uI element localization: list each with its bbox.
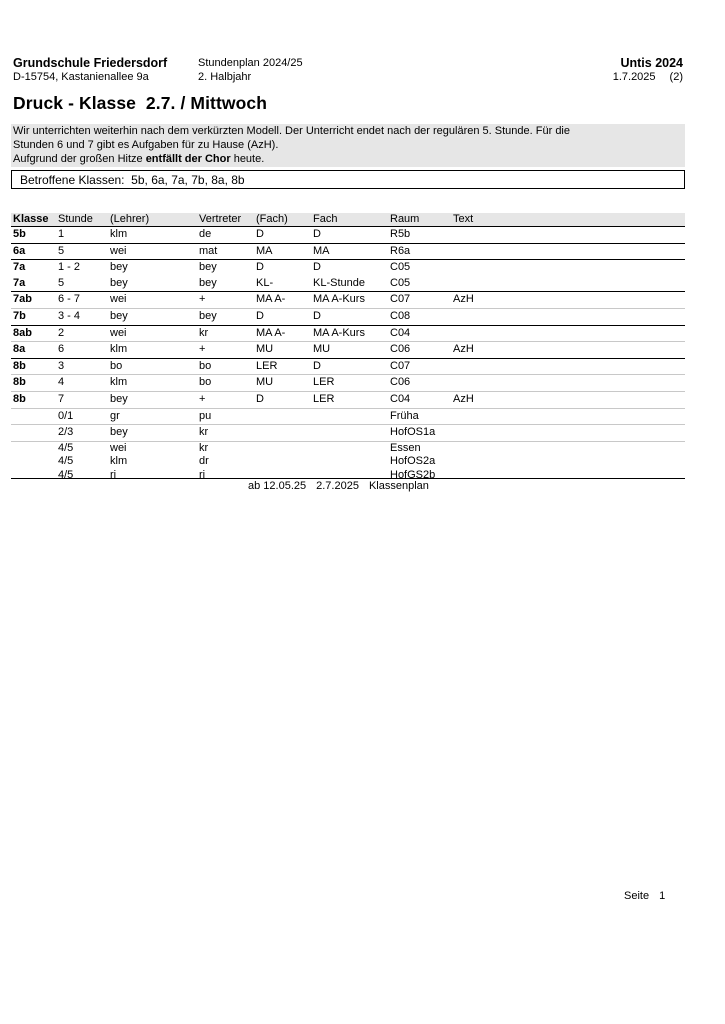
table-cell: 4 xyxy=(56,375,108,392)
table-cell: pu xyxy=(197,408,254,425)
footer-validity xyxy=(248,480,429,492)
table-cell: 4/5 xyxy=(58,441,74,454)
table-cell: 2/3 xyxy=(56,425,108,442)
table-cell: + xyxy=(197,342,254,359)
table-cell: 7b xyxy=(11,308,56,325)
table-cell xyxy=(451,276,685,292)
table-cell: 6a xyxy=(11,243,56,260)
table-cell: 5b xyxy=(11,227,56,244)
table-row xyxy=(11,408,685,425)
table-cell: AzH xyxy=(451,342,685,359)
table-cell: HofOS2a xyxy=(390,455,436,468)
table-cell: MU xyxy=(254,375,311,392)
table-cell: kr xyxy=(199,441,209,454)
table-cell: LER xyxy=(311,375,388,392)
table-cell: wei xyxy=(108,292,197,309)
table-cell: 4/5 xyxy=(58,455,74,468)
table-cell: AzH xyxy=(451,292,685,309)
table-cell: 3 - 4 xyxy=(56,308,108,325)
table-cell xyxy=(11,425,56,442)
table-body xyxy=(11,227,685,483)
table-cell: 8ab xyxy=(11,325,56,342)
table-cell: klm xyxy=(108,342,197,359)
table-cell: 7ab xyxy=(11,292,56,309)
notice-line-3 xyxy=(13,152,685,166)
table-cell: bey xyxy=(197,308,254,325)
table-cell: klm xyxy=(108,227,197,244)
page-number xyxy=(624,890,665,902)
column-header: Raum xyxy=(388,213,451,227)
table-cell xyxy=(451,243,685,260)
print-version: (2) xyxy=(669,71,683,83)
table-cell xyxy=(11,455,56,469)
table-cell: 1 - 2 xyxy=(58,261,81,274)
table-cell: MA A-Kurs xyxy=(311,325,388,342)
table-cell: C07 xyxy=(388,292,451,309)
table-cell: C04 xyxy=(388,391,451,408)
table-cell: Frühа xyxy=(388,408,451,425)
column-header: Stunde xyxy=(56,213,108,227)
table-cell: C04 xyxy=(388,325,451,342)
table-cell xyxy=(451,325,685,342)
table-row xyxy=(11,391,685,408)
table-cell: mat xyxy=(197,243,254,260)
table-cell: LER xyxy=(254,358,311,375)
table-row xyxy=(11,425,685,442)
table-cell: bo xyxy=(108,358,197,375)
table-cell: MA A- xyxy=(254,292,311,309)
table-cell: C08 xyxy=(388,308,451,325)
table-row xyxy=(11,375,685,392)
notice-line-3-post: heute. xyxy=(230,153,265,166)
table-cell: gr xyxy=(108,408,197,425)
table-cell: KL- xyxy=(254,276,311,292)
table-cell: wei xyxy=(108,243,197,260)
table-cell: 7 xyxy=(56,391,108,408)
footer-valid-from: ab 12.05.25 xyxy=(248,480,307,492)
table-cell: bey xyxy=(108,425,197,442)
table-cell: bey xyxy=(108,308,197,325)
table-cell: C06 xyxy=(388,342,451,359)
table-cell: MA xyxy=(254,243,311,260)
table-cell xyxy=(451,260,685,276)
table-row xyxy=(11,227,685,244)
notice-box xyxy=(11,124,685,167)
table-cell: Essen xyxy=(390,441,421,454)
table-cell: + xyxy=(197,292,254,309)
table-cell: 6 - 7 xyxy=(56,292,108,309)
table-cell: bey xyxy=(108,276,197,292)
table-cell: D xyxy=(254,227,311,244)
table-cell: MA A- xyxy=(254,325,311,342)
page-number-value: 1 xyxy=(659,890,666,902)
table-cell xyxy=(311,441,388,455)
table-cell: AzH xyxy=(451,391,685,408)
table-cell: 5 xyxy=(56,243,108,260)
school-address: D-15754, Kastanienallee 9a xyxy=(13,71,149,83)
notice-line-3-pre: Aufgrund der großen Hitze xyxy=(13,153,146,166)
table-cell xyxy=(451,469,685,483)
table-cell: MU xyxy=(311,342,388,359)
table-cell: D xyxy=(254,308,311,325)
table-cell: wei xyxy=(108,325,197,342)
table-cell xyxy=(451,455,685,469)
table-cell xyxy=(254,425,311,442)
table-end-rule xyxy=(11,478,685,479)
table-cell xyxy=(311,408,388,425)
table-row xyxy=(11,308,685,325)
table-cell: 8a xyxy=(11,342,56,359)
table-cell: de xyxy=(197,227,254,244)
table-cell: 6 xyxy=(56,342,108,359)
table-cell: 7a xyxy=(11,276,56,292)
table-cell: MA A-Kurs xyxy=(311,292,388,309)
footer-plan-type: Klassenplan xyxy=(368,480,429,492)
table-cell: R5b xyxy=(388,227,451,244)
table-cell: LER xyxy=(311,391,388,408)
table-header-row xyxy=(11,213,685,227)
table-cell xyxy=(254,455,311,469)
table-cell: MA xyxy=(311,243,388,260)
table-cell xyxy=(451,308,685,325)
table-cell: D xyxy=(311,227,388,244)
column-header: Fach xyxy=(311,213,388,227)
table-cell: KL-Stunde xyxy=(311,276,388,292)
software-label: Untis 2024 xyxy=(620,56,683,70)
table-cell: 3 xyxy=(56,358,108,375)
footer-date: 2.7.2025 xyxy=(316,480,359,492)
table-cell: 8b xyxy=(11,375,56,392)
table-cell xyxy=(451,227,685,244)
table-cell: 5 xyxy=(56,276,108,292)
table-cell: D xyxy=(256,261,264,274)
table-cell: 8b xyxy=(11,358,56,375)
column-header: Klasse xyxy=(11,213,56,227)
table-row xyxy=(11,260,685,276)
table-cell: ri xyxy=(110,468,117,481)
table-cell: C06 xyxy=(388,375,451,392)
column-header: (Fach) xyxy=(254,213,311,227)
table-row xyxy=(11,325,685,342)
plan-term: 2. Halbjahr xyxy=(198,71,252,83)
table-cell xyxy=(11,408,56,425)
table-cell: bey xyxy=(197,276,254,292)
table-cell: bo xyxy=(197,358,254,375)
substitution-table-wrapper xyxy=(11,213,685,482)
table-cell: HofOS1a xyxy=(388,425,451,442)
table-cell xyxy=(311,455,388,469)
table-cell: klm xyxy=(108,375,197,392)
table-cell: klm xyxy=(110,455,128,468)
document-title: Druck - Klasse 2.7. / Mittwoch xyxy=(13,93,268,113)
table-cell: 7a xyxy=(13,261,26,274)
table-cell: D xyxy=(313,261,321,274)
table-cell: D xyxy=(311,308,388,325)
table-row xyxy=(11,243,685,260)
table-cell xyxy=(254,408,311,425)
page-label: Seite xyxy=(624,890,650,902)
table-cell: C05 xyxy=(390,261,411,274)
table-cell xyxy=(451,441,685,455)
table-cell xyxy=(11,469,56,483)
table-cell: D xyxy=(254,391,311,408)
table-cell: kr xyxy=(197,425,254,442)
table-cell: MU xyxy=(254,342,311,359)
table-row xyxy=(11,292,685,309)
table-cell: wei xyxy=(110,441,127,454)
table-cell: kr xyxy=(197,325,254,342)
substitution-table xyxy=(11,213,685,482)
table-cell xyxy=(451,375,685,392)
table-cell: R6a xyxy=(388,243,451,260)
table-row xyxy=(11,441,685,455)
table-row xyxy=(11,358,685,375)
table-cell: 2 xyxy=(56,325,108,342)
table-cell xyxy=(311,425,388,442)
table-row xyxy=(11,276,685,292)
school-name: Grundschule Friedersdorf xyxy=(13,56,168,70)
table-cell: bo xyxy=(197,375,254,392)
table-cell xyxy=(451,408,685,425)
column-header: Vertreter xyxy=(197,213,254,227)
table-cell: bey xyxy=(110,261,128,274)
table-cell: C07 xyxy=(388,358,451,375)
table-cell: 0/1 xyxy=(56,408,108,425)
table-cell: HofGS2b xyxy=(390,468,436,481)
table-cell: D xyxy=(311,358,388,375)
table-cell: dr xyxy=(199,455,209,468)
notice-line-1: Wir unterrichten weiterhin nach dem verkürzten Modell. Der Unterricht endet nach der regulären 5. Stunde. Für die xyxy=(13,125,570,137)
table-cell: bey xyxy=(199,261,217,274)
plan-title: Stundenplan 2024/25 xyxy=(198,57,303,69)
affected-classes: Betroffene Klassen: 5b, 6a, 7a, 7b, 8a, 8b xyxy=(11,170,685,189)
table-row xyxy=(11,455,685,469)
notice-line-2: Stunden 6 und 7 gibt es Aufgaben für zu Hause (AzH). xyxy=(13,139,279,152)
table-cell: + xyxy=(197,391,254,408)
table-cell xyxy=(451,425,685,442)
table-cell: 4/5 xyxy=(58,468,74,481)
print-date xyxy=(613,71,683,83)
notice-line-3-bold: entfällt der Chor xyxy=(145,153,231,166)
table-cell: 8b xyxy=(11,391,56,408)
table-cell: 1 xyxy=(56,227,108,244)
table-cell: ri xyxy=(199,468,206,481)
table-cell xyxy=(254,441,311,455)
column-header: (Lehrer) xyxy=(108,213,197,227)
table-cell xyxy=(451,358,685,375)
print-date-value: 1.7.2025 xyxy=(612,71,656,83)
table-cell: C05 xyxy=(388,276,451,292)
table-cell xyxy=(11,441,56,455)
table-row xyxy=(11,342,685,359)
table-cell: bey xyxy=(108,391,197,408)
column-header: Text xyxy=(451,213,685,227)
